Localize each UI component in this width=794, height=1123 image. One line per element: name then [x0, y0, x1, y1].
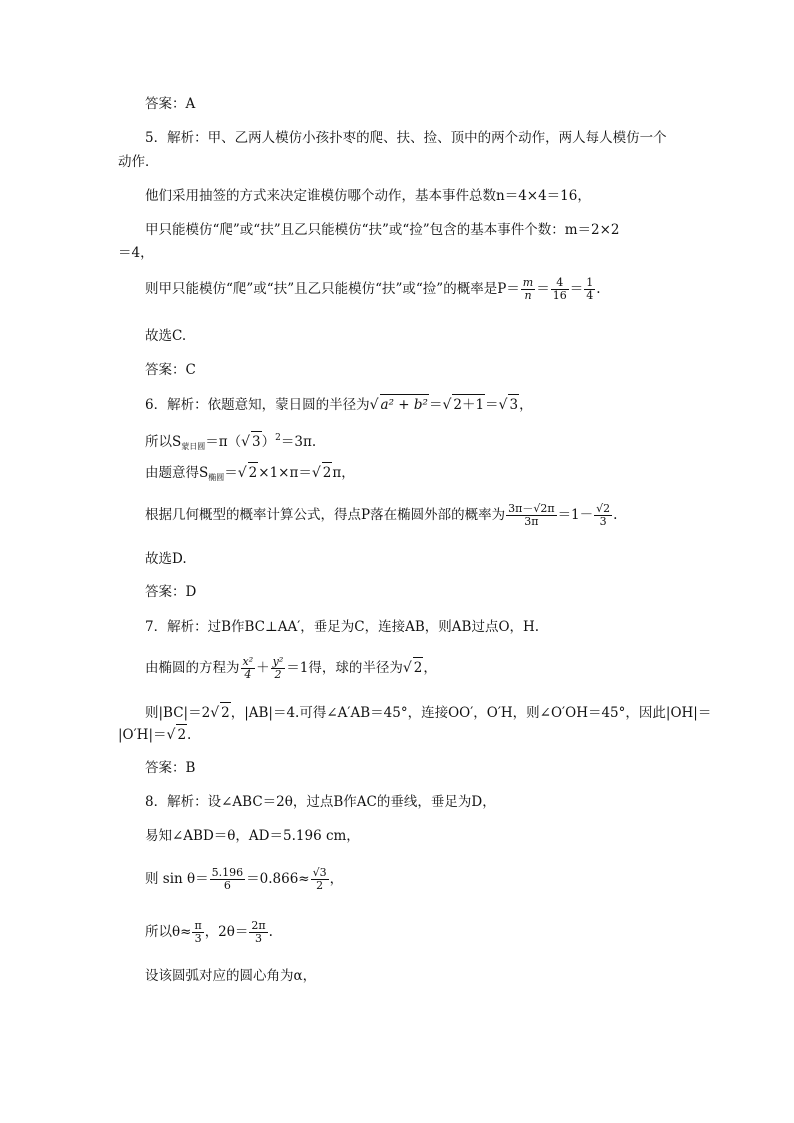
answer-7: 答案：B — [145, 760, 196, 776]
q6-line-3: 由题意得$S_{椭圆}=√$ 2×1×π＝√ 2π， — [145, 462, 355, 488]
fraction-5196-6: $\frac{5.196}{6}$ — [211, 866, 244, 892]
q5-line-3: 他们采用抽签的方式来决定谁模仿哪个动作，基本事件总数n＝4×4＝16， — [145, 188, 591, 204]
q8-line-1: 8．解析：设∠ABC＝2θ，过点B作AC的垂线，垂足为D， — [145, 794, 496, 810]
q5-probability-line: 则甲只能模仿“爬”或“扶”且乙只能模仿“扶”或“捡”的概率是P＝ $\frac{m}{n}$ ＝ $\frac{4}{16}$ ＝ $\frac{1}{4}$ . — [145, 276, 601, 302]
fraction-4-16: $\frac{4}{16}$ — [552, 276, 567, 302]
answer-6: 答案：D — [145, 584, 197, 600]
q6-line-2: 所以$S_{蒙日圆}=\pi(√$ 3）$^2$＝3π. — [145, 433, 317, 451]
answer-4: 答案：A — [145, 96, 196, 112]
q5-line-4: 甲只能模仿“爬”或“扶”且乙只能模仿“扶”或“捡”包含的基本事件个数：m＝2×2 — [145, 222, 620, 238]
fraction-outside: $\frac{3\pi-√2\pi}{3\pi}$ — [508, 502, 555, 528]
fraction-sqrt3-2: $\frac{√3}{2}$ — [312, 866, 327, 892]
sqrt-symbol: √ — [369, 397, 379, 413]
q6-probability-line: 根据几何概型的概率计算公式，得点P落在椭圆外部的概率为 $\frac{3\pi-√2\pi}{3\pi}$ ＝1－ $\frac{√2}{3}$ . — [145, 502, 618, 528]
answer-5: 答案：C — [145, 362, 196, 378]
fraction-m-n: $\frac{m}{n}$ — [522, 276, 534, 302]
q8-line-2: 易知∠ABD＝θ，AD＝5.196 cm， — [145, 828, 360, 844]
fraction-y2-2: $\frac{\text{y²}}{2}$ — [272, 655, 284, 681]
fraction-x2-4: $\frac{\text{x²}}{4}$ — [242, 655, 254, 681]
q7-line-1: 7．解析：过B作BC⊥AA′，垂足为C，连接AB，则AB过点O，H. — [145, 619, 540, 635]
q6-choice: 故选D. — [145, 551, 187, 567]
q5-choice: 故选C. — [145, 328, 187, 344]
q7-line-3: 则|BC|＝2√ 2，|AB|＝4.可得∠A′AB＝45°，连接OO′，O′H，则∠O′OH＝45°，因此|OH|＝ — [145, 702, 711, 723]
fraction-2pi-3: $\frac{2\pi}{3}$ — [251, 919, 266, 945]
q6-line-1: 6．解析：依题意知，蒙日圆的半径为√ a² + b²＝√ 2＋1＝√ 3， — [145, 394, 533, 415]
fraction-pi-3: $\frac{\pi}{3}$ — [194, 919, 202, 945]
q5-line-1: 5．解析：甲、乙两人模仿小孩扑枣的爬、扶、捡、顶中的两个动作，两人每人模仿一个 — [145, 130, 667, 146]
q7-line-4: |O′H|＝√ 2. — [118, 724, 191, 745]
fraction-sqrt2-3: $\frac{√2}{3}$ — [596, 502, 611, 528]
q5-line-2: 动作． — [118, 154, 159, 170]
q5-line-5: ＝4， — [118, 245, 154, 261]
q8-line-4: 所以θ≈ $\frac{\pi}{3}$ ，2θ＝ $\frac{2\pi}{3}$ . — [145, 919, 273, 945]
fraction-1-4: $\frac{1}{4}$ — [586, 276, 594, 302]
q7-line-2: 由椭圆的方程为 $\frac{\text{x²}}{4}$ ＋ $\frac{\text{y²}}{2}$ ＝1得，球的半径为√ 2， — [145, 655, 437, 681]
q8-line-5: 设该圆弧对应的圆心角为α， — [145, 968, 317, 984]
q8-line-3: 则 sin θ＝ $\frac{5.196}{6}$ ＝0.866≈ $\frac{√3}{2}$ ， — [145, 866, 344, 892]
